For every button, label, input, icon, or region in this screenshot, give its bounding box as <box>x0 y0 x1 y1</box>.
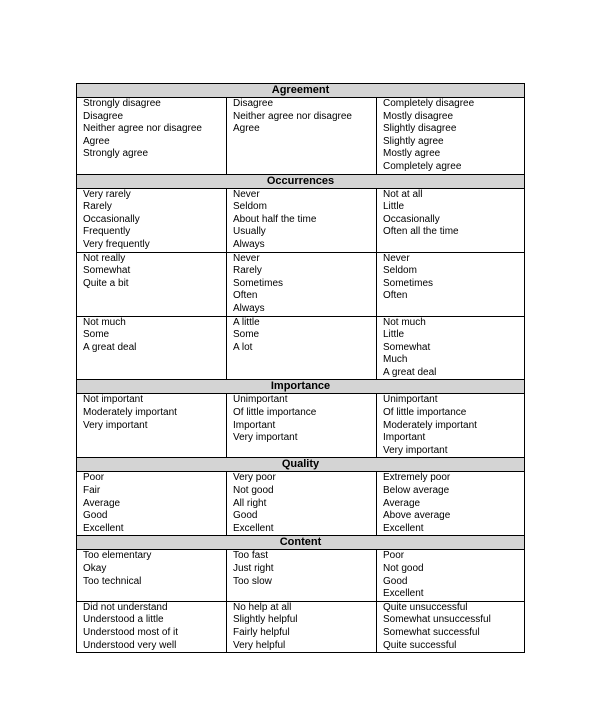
scale-row <box>77 252 525 316</box>
scale-option: Neither agree nor disagree <box>233 110 352 122</box>
scale-row <box>77 316 525 380</box>
scale-option: Much <box>383 354 408 366</box>
scale-option: Usually <box>233 226 266 238</box>
scale-option-list <box>377 98 525 175</box>
scale-option: Important <box>383 432 426 444</box>
scale-option: Disagree <box>83 110 124 122</box>
scale-row <box>77 550 525 601</box>
section-header-row <box>77 174 525 188</box>
scale-option: Not good <box>233 485 274 497</box>
scale-row <box>77 394 525 458</box>
scale-option: Some <box>233 329 260 341</box>
scale-option: Understood most of it <box>83 626 179 638</box>
scale-option-list <box>227 188 377 252</box>
scale-option: Average <box>383 497 421 509</box>
scale-option-list <box>227 550 377 601</box>
scale-option-list <box>227 316 377 380</box>
scale-option: Frequently <box>83 226 131 238</box>
scale-option: Very important <box>233 432 298 444</box>
scale-option: Below average <box>383 485 450 497</box>
scale-option: Slightly helpful <box>233 614 298 626</box>
scale-option: Very important <box>83 419 148 431</box>
scale-row <box>77 472 525 536</box>
scale-option: Slightly agree <box>383 135 444 147</box>
scale-option: Of little importance <box>383 407 467 419</box>
scale-option-list <box>377 472 525 536</box>
scale-option-list <box>227 252 377 316</box>
section-title-occurrences: Occurrences <box>77 174 525 188</box>
scale-option: Good <box>83 510 108 522</box>
section-header-row <box>77 84 525 98</box>
scale-option: Somewhat successful <box>383 626 480 638</box>
scale-option: Did not understand <box>83 601 168 613</box>
rating-scale-table <box>76 83 525 653</box>
scale-option: Completely agree <box>383 160 462 172</box>
scale-option: Slightly disagree <box>383 123 457 135</box>
scale-option: Not good <box>383 563 424 574</box>
scale-option-list <box>227 394 377 458</box>
scale-option-list <box>77 316 227 380</box>
scale-option: Fair <box>83 485 101 497</box>
scale-option: Not much <box>383 316 426 328</box>
scale-option: Disagree <box>233 98 274 109</box>
section-title-quality: Quality <box>77 458 525 472</box>
scale-option: Too slow <box>233 575 272 587</box>
scale-option-list <box>377 550 525 601</box>
scale-option: A great deal <box>83 341 137 353</box>
scale-option: Somewhat unsuccessful <box>383 614 491 626</box>
scale-option-list <box>77 188 227 252</box>
scale-option: Excellent <box>233 522 274 534</box>
scale-option: Okay <box>83 563 107 574</box>
scale-option: Often all the time <box>383 226 459 238</box>
scale-option: Not at all <box>383 188 423 200</box>
scale-option: Extremely poor <box>383 472 451 484</box>
scale-option: Little <box>383 329 405 341</box>
scale-row <box>77 98 525 175</box>
scale-option-list <box>377 316 525 380</box>
scale-option: Excellent <box>83 522 124 534</box>
scale-option: Agree <box>83 135 110 147</box>
scale-option: Occasionally <box>383 213 440 225</box>
scale-option: Not important <box>83 394 144 406</box>
section-header-row <box>77 380 525 394</box>
section-title-agreement: Agreement <box>77 84 525 98</box>
scale-option: Never <box>233 188 260 200</box>
scale-option: Little <box>383 201 405 213</box>
scale-option: Seldom <box>233 201 267 213</box>
scale-option: Too fast <box>233 550 269 562</box>
scale-option: Quite a bit <box>83 277 129 289</box>
scale-option: About half the time <box>233 213 317 225</box>
section-header-row <box>77 458 525 472</box>
scale-option: Rarely <box>233 265 262 277</box>
scale-option: Sometimes <box>233 277 284 289</box>
scale-option: Above average <box>383 510 451 522</box>
scale-option: Unimportant <box>383 394 438 406</box>
scale-option: Quite unsuccessful <box>383 601 468 613</box>
scale-option: Just right <box>233 563 274 574</box>
scale-option-list <box>227 98 377 175</box>
scale-option: Strongly agree <box>83 148 149 160</box>
scale-option: Often <box>383 290 408 302</box>
scale-option: Mostly agree <box>383 148 441 160</box>
scale-option: Never <box>383 252 410 264</box>
scale-option: A lot <box>233 341 253 353</box>
section-header-row <box>77 536 525 550</box>
scale-option: Rarely <box>83 201 112 213</box>
scale-option-list <box>77 252 227 316</box>
scale-option-list <box>227 601 377 652</box>
rating-scale-body <box>77 84 525 653</box>
scale-option-list <box>77 550 227 601</box>
scale-option: Very important <box>383 444 448 456</box>
scale-option: Somewhat <box>83 265 131 277</box>
scale-option: Poor <box>383 550 405 562</box>
scale-option: A great deal <box>383 366 437 378</box>
scale-option: Completely disagree <box>383 98 475 109</box>
scale-option: Never <box>233 252 260 264</box>
scale-option: Occasionally <box>83 213 140 225</box>
scale-option: Some <box>83 329 110 341</box>
scale-option: Moderately important <box>383 419 477 431</box>
scale-option: Excellent <box>383 588 424 600</box>
scale-option: Mostly disagree <box>383 110 454 122</box>
scale-option: Quite successful <box>383 639 457 651</box>
scale-option: Fairly helpful <box>233 626 290 638</box>
scale-option: Too technical <box>83 575 142 587</box>
scale-option-list <box>77 601 227 652</box>
scale-option-list <box>377 252 525 316</box>
scale-option: Seldom <box>383 265 417 277</box>
scale-option: No help at all <box>233 601 292 613</box>
scale-option: Understood very well <box>83 639 177 651</box>
scale-option: Very poor <box>233 472 276 484</box>
scale-option: Sometimes <box>383 277 434 289</box>
scale-option: Excellent <box>383 522 424 534</box>
scale-option: A little <box>233 316 260 328</box>
scale-option: Always <box>233 302 265 314</box>
scale-option: Very helpful <box>233 639 286 651</box>
scale-row <box>77 601 525 652</box>
scale-option: Important <box>233 419 276 431</box>
scale-option: Good <box>383 575 408 587</box>
scale-row <box>77 188 525 252</box>
scale-option: Neither agree nor disagree <box>83 123 202 135</box>
scale-option: Very rarely <box>83 188 131 200</box>
scale-option-list <box>377 601 525 652</box>
scale-option: Strongly disagree <box>83 98 161 109</box>
scale-option-list <box>227 472 377 536</box>
scale-option: Of little importance <box>233 407 317 419</box>
section-title-importance: Importance <box>77 380 525 394</box>
scale-option-list <box>77 472 227 536</box>
scale-option: Too elementary <box>83 550 152 562</box>
scale-option: Unimportant <box>233 394 288 406</box>
scale-option: Agree <box>233 123 260 135</box>
scale-option: Not really <box>83 252 126 264</box>
scale-option: All right <box>233 497 267 509</box>
scale-option-list <box>77 98 227 175</box>
scale-option: Moderately important <box>83 407 177 419</box>
scale-option: Not much <box>83 316 126 328</box>
section-title-content: Content <box>77 536 525 550</box>
scale-option-list <box>377 188 525 252</box>
scale-option: Very frequently <box>83 238 150 250</box>
scale-option: Somewhat <box>383 341 431 353</box>
scale-option: Always <box>233 238 265 250</box>
scale-option: Poor <box>83 472 105 484</box>
scale-option: Good <box>233 510 258 522</box>
scale-option: Average <box>83 497 121 509</box>
scale-option: Understood a little <box>83 614 164 626</box>
scale-option-list <box>377 394 525 458</box>
scale-option: Often <box>233 290 258 302</box>
scale-option-list <box>77 394 227 458</box>
